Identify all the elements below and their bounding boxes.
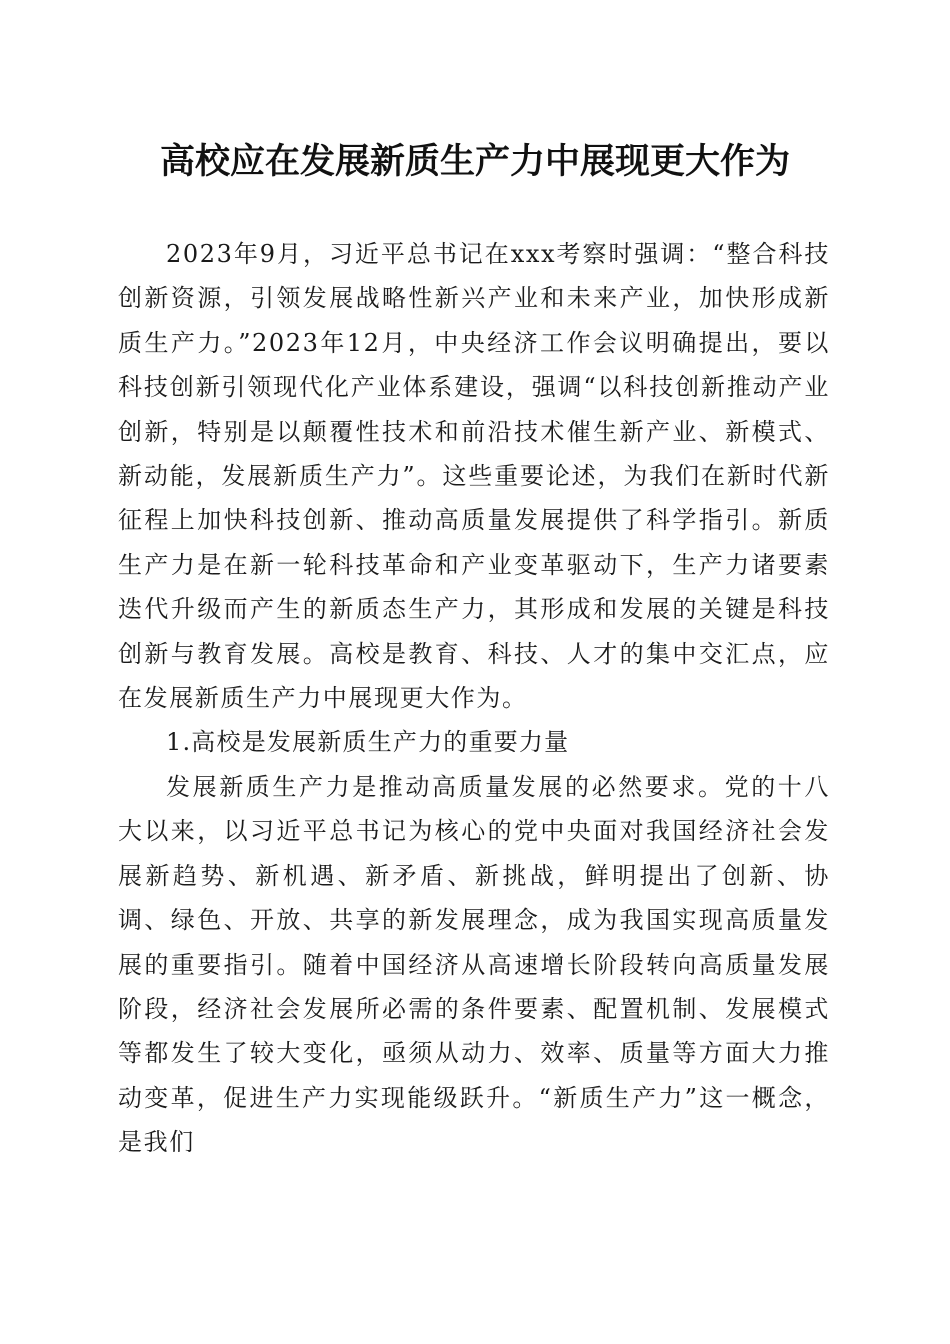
section-heading-1: 1.高校是发展新质生产力的重要力量 <box>166 728 570 757</box>
document-body <box>118 232 830 1165</box>
paragraph-intro: 2023年9月，习近平总书记在xxx考察时强调：“整合科技创新资源，引领发展战略性新兴产业和未来产业，加快形成新质生产力。”2023年12月，中央经济工作会议明确提出，要以科技创新引领现代化产业体系建设，强调“以科技创新推动产业创新，特别是以颠覆性技术和前沿技术催生新产业、新模式、新动能，发展新质生产力”。这些重要论述，为我们在新时代新征程上加快科技创新、推动高质量发展提供了科学指引。新质生产力是在新一轮科技革命和产业变革驱动下，生产力诸要素迭代升级而产生的新质态生产力，其形成和发展的关键是科技创新与教育发展。高校是教育、科技、人才的集中交汇点，应在发展新质生产力中展现更大作为。 <box>118 240 830 713</box>
paragraph-section-1: 发展新质生产力是推动高质量发展的必然要求。党的十八大以来，以习近平总书记为核心的党中央面对我国经济社会发展新趋势、新机遇、新矛盾、新挑战，鲜明提出了创新、协调、绿色、开放、共享的新发展理念，成为我国实现高质量发展的重要指引。随着中国经济从高速增长阶段转向高质量发展阶段，经济社会发展所必需的条件要素、配置机制、发展模式等都发生了较大变化，亟须从动力、效率、质量等方面大力推动变革，促进生产力实现能级跃升。“新质生产力”这一概念，是我们 <box>118 772 830 1157</box>
document-title: 高校应在发展新质生产力中展现更大作为 <box>159 141 790 182</box>
